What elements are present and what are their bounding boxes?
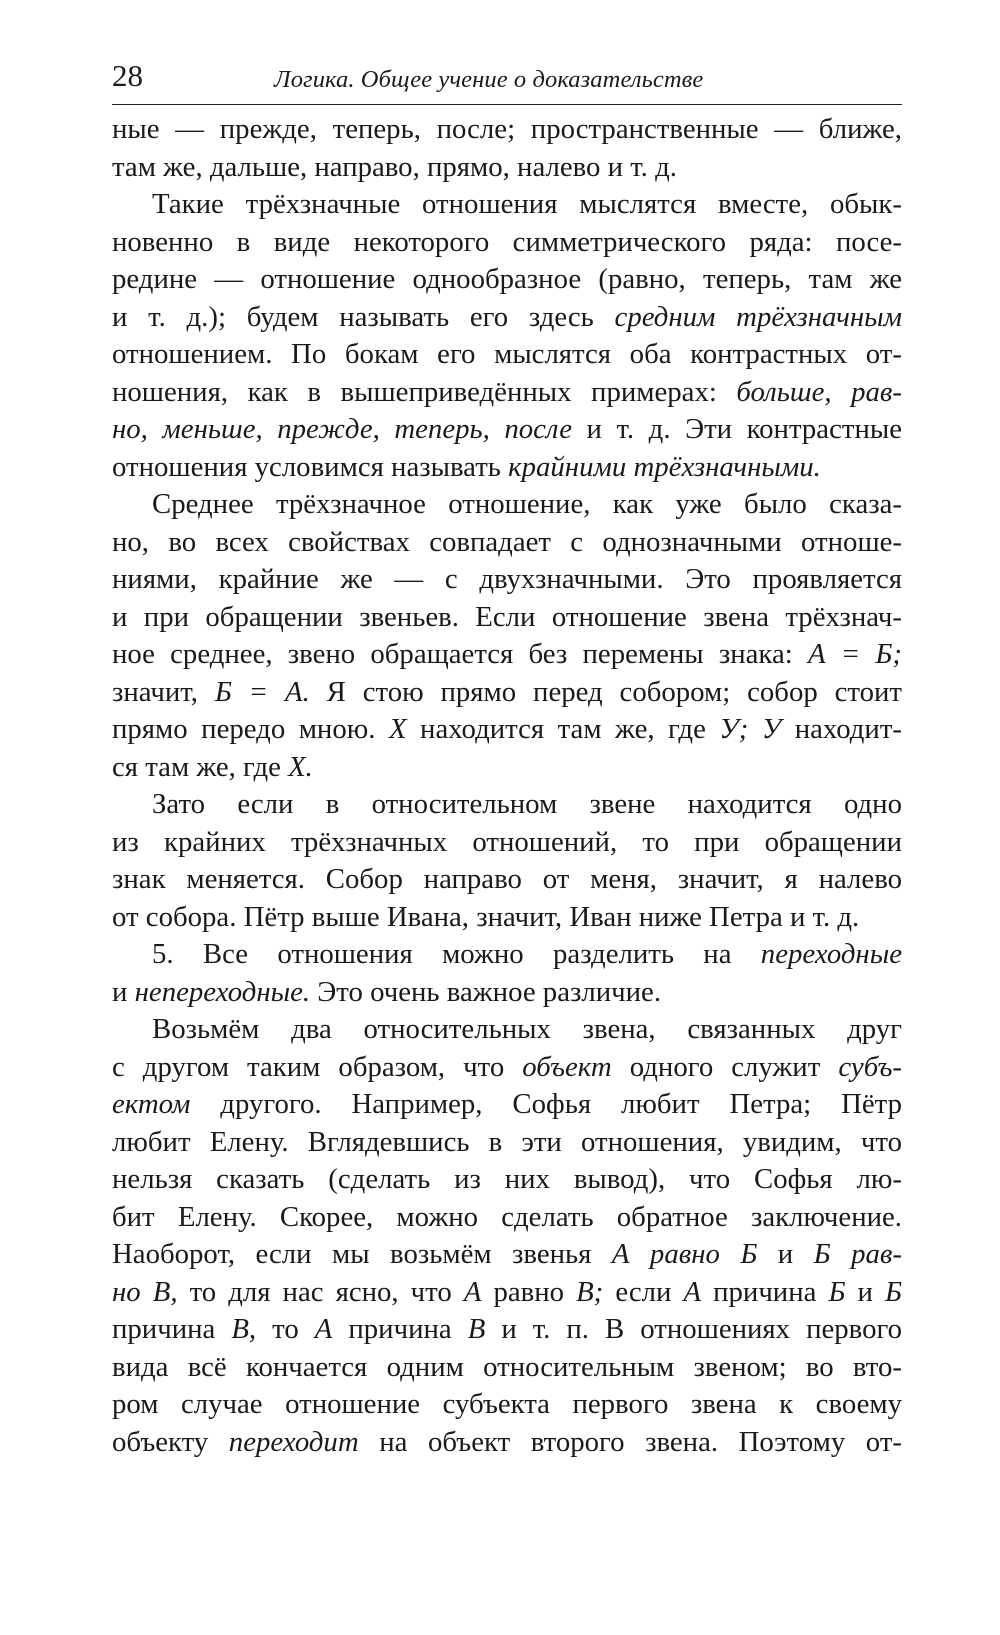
text-segment: ся там же, где — [112, 750, 289, 783]
text-line — [112, 336, 902, 374]
text-line — [112, 636, 902, 674]
text-line — [112, 374, 902, 412]
text-line — [112, 1124, 902, 1162]
text-segment: причина — [112, 1313, 232, 1345]
text-segment: с другом таким образом, что — [112, 1050, 523, 1083]
italic-text: переходные — [760, 938, 902, 970]
text-segment: равно — [481, 1275, 577, 1308]
text-segment: находится там же, где — [406, 713, 720, 745]
text-line — [112, 899, 902, 937]
text-line — [112, 1386, 902, 1424]
text-segment: причина — [701, 1275, 829, 1308]
italic-text: но, меньше, прежде, теперь, после — [112, 413, 572, 445]
text-line — [112, 1086, 902, 1124]
italic-text: Х — [388, 713, 407, 745]
text-line — [112, 749, 902, 787]
text-segment: любит Елену. Вглядевшись в эти отношения, увидим, что — [112, 1125, 902, 1158]
text-line — [112, 1274, 902, 1312]
text-line — [112, 524, 902, 562]
text-line — [112, 861, 902, 899]
text-line — [112, 1311, 902, 1349]
italic-text: А — [683, 1275, 702, 1308]
text-segment: на объект второго звена. Поэтому от- — [358, 1425, 902, 1458]
text-segment: новенно в виде некоторого симметрического ряда: посе- — [112, 225, 902, 258]
text-segment: ношения, как в вышеприведённых примерах: — [112, 375, 737, 408]
text-segment: Я стою прямо перед собором; собор стоит — [309, 675, 902, 708]
text-segment: 5. Все отношения можно разделить на — [152, 938, 761, 970]
text-segment: прямо передо мною. — [112, 713, 389, 745]
text-line — [112, 674, 902, 712]
page-header — [112, 56, 902, 105]
italic-text: но В, — [112, 1275, 178, 1308]
text-segment: знак меняется. Собор направо от меня, значит, я налево — [112, 863, 902, 895]
text-segment: бит Елену. Скорее, можно сделать обратное заключение. — [112, 1200, 902, 1233]
italic-text: Б = А. — [214, 675, 310, 708]
text-segment: из крайних трёхзначных отношений, то при обращении — [112, 825, 902, 858]
italic-text: В, — [231, 1313, 257, 1345]
text-segment: и при обращении звеньев. Если отношение звена трёхзнач- — [112, 600, 902, 633]
italic-text: В — [467, 1313, 486, 1345]
italic-text: переходит — [228, 1425, 359, 1458]
italic-text: объект — [522, 1050, 612, 1083]
italic-text: А равно Б — [611, 1238, 758, 1270]
text-line — [112, 599, 902, 637]
text-line — [112, 449, 902, 487]
text-line — [112, 974, 902, 1012]
text-segment: одного служит — [611, 1050, 839, 1083]
text-line — [112, 1424, 902, 1462]
text-segment: Такие трёхзначные отношения мыслятся вместе, обык- — [152, 188, 902, 220]
running-title: Логика. Общее учение о доказательстве — [274, 66, 704, 93]
text-line — [112, 936, 902, 974]
text-segment: ное среднее, звено обращается без перемены знака: — [112, 638, 808, 670]
text-segment: Это очень важное различие. — [310, 975, 662, 1008]
text-line — [112, 224, 902, 262]
text-line — [112, 186, 902, 224]
body-text — [112, 111, 902, 1461]
italic-text: Б — [884, 1275, 902, 1308]
text-line — [112, 1161, 902, 1199]
text-segment: ные — прежде, теперь, после; пространственные — ближе, — [112, 113, 902, 145]
text-segment: и т. д.); будем называть его здесь — [112, 300, 615, 333]
text-segment: объекту — [112, 1425, 229, 1458]
italic-text: А — [314, 1313, 333, 1345]
text-line — [112, 111, 902, 149]
italic-text: В; — [576, 1275, 604, 1308]
text-line — [112, 1011, 902, 1049]
text-line — [112, 411, 902, 449]
italic-text: непереходные. — [134, 975, 311, 1008]
italic-text: Б — [828, 1275, 846, 1308]
text-line — [112, 299, 902, 337]
text-line — [112, 561, 902, 599]
text-segment: то — [256, 1313, 315, 1345]
text-segment: ниями, крайние же — с двухзначными. Это проявляется — [112, 563, 902, 595]
text-segment: и — [757, 1238, 814, 1270]
text-segment: там же, дальше, направо, прямо, налево и т. д. — [112, 150, 677, 183]
text-segment: Среднее трёхзначное отношение, как уже было сказа- — [152, 488, 902, 520]
text-segment: Возьмём два относительных звена, связанных друг — [152, 1013, 902, 1045]
text-line — [112, 149, 902, 187]
book-page — [112, 56, 902, 1461]
text-line — [112, 786, 902, 824]
text-line — [112, 711, 902, 749]
text-segment: и — [112, 975, 135, 1008]
text-line — [112, 486, 902, 524]
text-line — [112, 1199, 902, 1237]
text-segment: и — [845, 1275, 885, 1308]
text-segment: Зато если в относительном звене находится одно — [152, 788, 902, 820]
italic-text: А = Б; — [807, 638, 902, 670]
text-segment: другого. Например, Софья любит Петра; Пётр — [190, 1088, 902, 1120]
text-line — [112, 1049, 902, 1087]
text-segment: от собора. Пётр выше Ивана, значит, Иван ниже Петра и т. д. — [112, 900, 860, 933]
text-segment: отношением. По бокам его мыслятся оба контрастных от- — [112, 338, 902, 370]
text-line — [112, 261, 902, 299]
text-segment: и т. п. В отношениях первого — [485, 1313, 902, 1345]
text-line — [112, 1236, 902, 1274]
text-line — [112, 824, 902, 862]
italic-text: Б рав- — [813, 1238, 902, 1270]
italic-text: больше, рав- — [736, 375, 902, 408]
italic-text: У; У — [719, 713, 782, 745]
text-segment: редине — отношение однообразное (равно, теперь, там же — [112, 263, 902, 295]
italic-text: крайними трёхзначными. — [508, 450, 821, 483]
italic-text: А — [463, 1275, 482, 1308]
text-segment: но, во всех свойствах совпадает с однозначными отноше- — [112, 525, 902, 558]
text-segment: отношения условимся называть — [112, 450, 509, 483]
text-line — [112, 1349, 902, 1387]
italic-text: Х. — [288, 750, 313, 783]
text-segment: Наоборот, если мы возьмём звенья — [112, 1238, 612, 1270]
text-segment: значит, — [112, 675, 215, 708]
text-segment: если — [603, 1275, 684, 1308]
text-segment: причина — [332, 1313, 468, 1345]
italic-text: субъ- — [838, 1050, 902, 1083]
italic-text: средним трёхзначным — [614, 300, 902, 333]
text-segment: находит- — [781, 713, 902, 745]
text-segment: нельзя сказать (сделать из них вывод), что Софья лю- — [112, 1163, 902, 1195]
text-segment: и т. д. Эти контрастные — [572, 413, 902, 445]
text-segment: вида всё кончается одним относительным звеном; во вто- — [112, 1350, 902, 1383]
text-segment: то для нас ясно, что — [177, 1275, 464, 1308]
page-number: 28 — [112, 58, 143, 93]
text-segment: ром случае отношение субъекта первого звена к своему — [112, 1388, 902, 1420]
italic-text: ектом — [112, 1088, 191, 1120]
